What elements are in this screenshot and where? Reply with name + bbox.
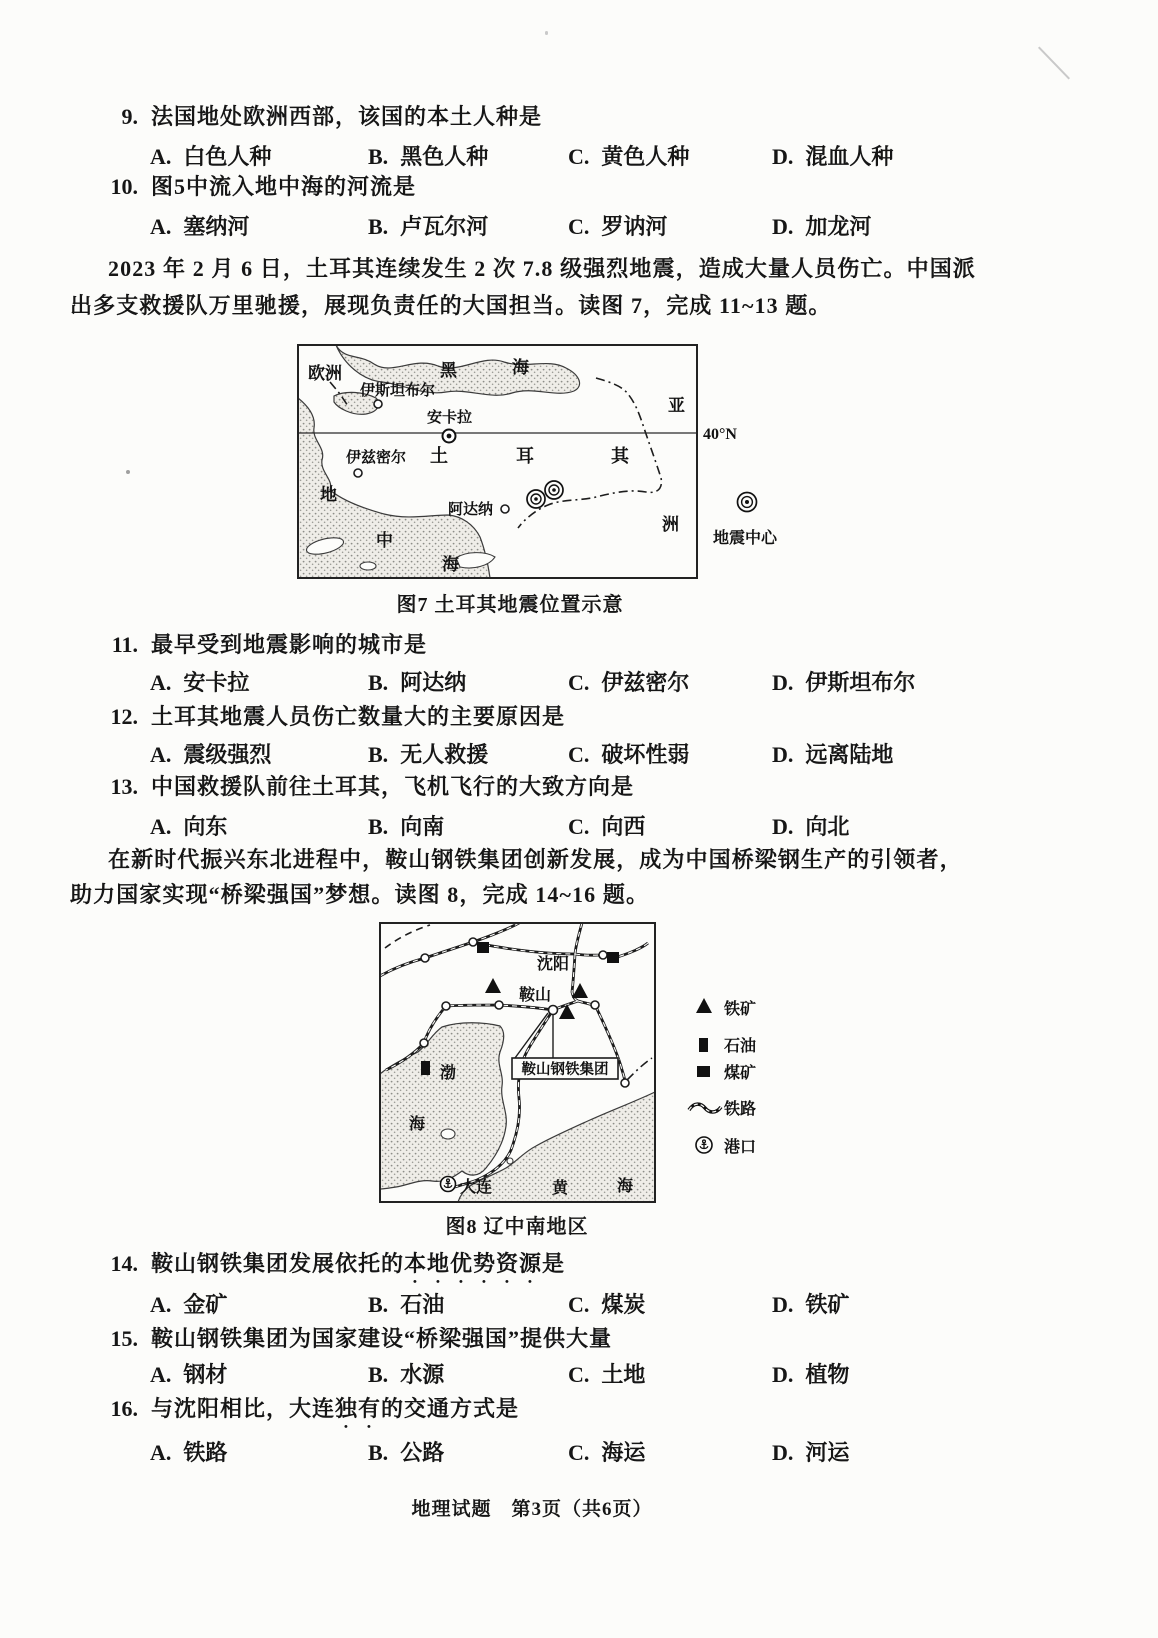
option-label: A. bbox=[150, 814, 172, 839]
option-label: A. bbox=[150, 1362, 172, 1387]
stem-text: 与沈阳相比，大连 bbox=[151, 1396, 336, 1421]
legend-railway-icon bbox=[689, 1104, 721, 1112]
label-shenyang: 沈阳 bbox=[537, 956, 570, 973]
figure7-turkey-earthquake-map bbox=[290, 338, 790, 588]
option-text: 黑色人种 bbox=[400, 144, 489, 169]
legend-coal-icon bbox=[697, 1066, 710, 1077]
label-bohai: 海 bbox=[409, 1116, 426, 1133]
scan-scratch bbox=[1038, 46, 1070, 79]
option-16-B bbox=[368, 1436, 444, 1467]
bohai-sea-area bbox=[380, 1023, 506, 1189]
options-row-12 bbox=[0, 738, 1158, 770]
option-14-D bbox=[772, 1288, 849, 1319]
option-14-C bbox=[568, 1288, 645, 1319]
option-9-D bbox=[772, 140, 893, 171]
option-label: C. bbox=[568, 214, 590, 239]
option-13-C bbox=[568, 810, 645, 841]
option-text: 混血人种 bbox=[805, 144, 894, 169]
option-15-B bbox=[368, 1358, 444, 1389]
legend-port-label: 港口 bbox=[724, 1139, 757, 1156]
option-15-C bbox=[568, 1358, 645, 1389]
option-12-A bbox=[150, 738, 271, 769]
option-label: D. bbox=[772, 214, 794, 239]
label-turkey: 其 bbox=[611, 446, 629, 466]
figure8-liaozhongnan-map bbox=[372, 912, 792, 1212]
option-text: 破坏性弱 bbox=[601, 742, 690, 767]
question-stem-11 bbox=[92, 628, 427, 669]
label-asia: 亚 bbox=[668, 396, 685, 415]
option-9-C bbox=[568, 140, 689, 171]
label-yellow-sea: 黄 bbox=[552, 1180, 569, 1197]
option-label: B. bbox=[368, 144, 389, 169]
label-istanbul: 伊斯坦布尔 bbox=[360, 383, 436, 399]
option-label: B. bbox=[368, 1440, 389, 1465]
dashed-border bbox=[385, 925, 430, 948]
iron-icon bbox=[485, 978, 501, 993]
option-label: A. bbox=[150, 670, 172, 695]
label-anshan-steel-group: 鞍山钢铁集团 bbox=[521, 1062, 609, 1078]
label-adana: 阿达纳 bbox=[448, 502, 494, 518]
stem-emphasis: 独有 bbox=[335, 1396, 382, 1421]
question-stem-9 bbox=[92, 100, 542, 141]
option-text: 向北 bbox=[805, 814, 850, 839]
option-10-C bbox=[568, 210, 667, 241]
option-text: 向东 bbox=[183, 814, 228, 839]
option-12-D bbox=[772, 738, 893, 769]
option-9-A bbox=[150, 140, 271, 171]
option-text: 震级强烈 bbox=[183, 742, 272, 767]
option-13-B bbox=[368, 810, 444, 841]
option-text: 伊斯坦布尔 bbox=[805, 670, 916, 695]
option-label: D. bbox=[772, 670, 794, 695]
option-15-D bbox=[772, 1358, 849, 1389]
legend-coal-label: 煤矿 bbox=[724, 1065, 757, 1082]
figure8-legend bbox=[689, 998, 756, 1156]
legend-port-icon bbox=[696, 1137, 712, 1153]
option-13-A bbox=[150, 810, 227, 841]
label-dalian: 大连 bbox=[460, 1179, 493, 1196]
option-10-A bbox=[150, 210, 249, 241]
label-anshan: 鞍山 bbox=[519, 987, 552, 1004]
stem-text: 图5中流入地中海的河流是 bbox=[151, 174, 417, 199]
oil-icon bbox=[421, 1061, 430, 1075]
option-12-C bbox=[568, 738, 689, 769]
stem-emphasis: 本地优势资源 bbox=[404, 1251, 543, 1276]
option-text: 钢材 bbox=[183, 1362, 228, 1387]
island bbox=[360, 562, 376, 570]
option-text: 黄色人种 bbox=[601, 144, 690, 169]
question-number: 13. bbox=[110, 774, 138, 799]
legend-iron-icon bbox=[696, 998, 712, 1013]
label-mediterranean: 中 bbox=[376, 531, 393, 550]
label-mediterranean: 海 bbox=[442, 555, 459, 574]
stem-text: 鞍山钢铁集团发展依托的 bbox=[151, 1251, 405, 1276]
option-11-C bbox=[568, 666, 689, 697]
label-turkey: 土 bbox=[430, 446, 448, 466]
option-16-C bbox=[568, 1436, 645, 1467]
option-text: 加龙河 bbox=[805, 214, 872, 239]
option-11-B bbox=[368, 666, 466, 697]
coal-icon bbox=[477, 942, 489, 953]
stem-text: 最早受到地震影响的城市是 bbox=[151, 632, 428, 657]
option-14-B bbox=[368, 1288, 444, 1319]
port-marker-dalian bbox=[441, 1177, 456, 1192]
passage-2-line-1: 在新时代振兴东北进程中，鞍山钢铁集团创新发展，成为中国桥梁钢生产的引领者， bbox=[108, 847, 963, 872]
page-footer: 地理试题 第3页（共6页） bbox=[411, 1499, 653, 1520]
epicenter-icon bbox=[545, 481, 563, 499]
scan-speck bbox=[126, 470, 130, 474]
option-label: B. bbox=[368, 814, 389, 839]
question-number: 15. bbox=[110, 1326, 138, 1351]
option-11-A bbox=[150, 666, 249, 697]
option-label: C. bbox=[568, 670, 590, 695]
passage-1-line-1: 2023 年 2 月 6 日，土耳其连续发生 2 次 7.8 级强烈地震，造成大量人员伤亡。中国派 bbox=[108, 256, 976, 281]
option-16-D bbox=[772, 1436, 849, 1467]
stem-text: 中国救援队前往土耳其，飞机飞行的大致方向是 bbox=[151, 774, 635, 799]
option-text: 无人救援 bbox=[400, 742, 489, 767]
label-black-sea: 黑 bbox=[440, 361, 457, 380]
turkey-east-border bbox=[518, 378, 661, 528]
epicenter-icon bbox=[527, 490, 545, 508]
option-text: 向南 bbox=[400, 814, 445, 839]
option-text: 水源 bbox=[400, 1362, 445, 1387]
capital-marker-ankara bbox=[443, 430, 456, 443]
label-europe: 欧洲 bbox=[308, 364, 342, 383]
legend-epicenter-label: 地震中心 bbox=[713, 530, 778, 547]
option-text: 公路 bbox=[400, 1440, 445, 1465]
legend-epicenter-icon bbox=[738, 493, 757, 512]
option-label: D. bbox=[772, 1440, 794, 1465]
label-turkey: 耳 bbox=[516, 446, 534, 466]
option-label: C. bbox=[568, 742, 590, 767]
question-number: 11. bbox=[111, 632, 138, 657]
options-row-16 bbox=[0, 1436, 1158, 1468]
option-text: 远离陆地 bbox=[805, 742, 894, 767]
option-text: 安卡拉 bbox=[183, 670, 250, 695]
yalu-border bbox=[627, 1058, 652, 1080]
option-text: 植物 bbox=[805, 1362, 850, 1387]
option-label: B. bbox=[368, 1292, 389, 1317]
label-asia: 洲 bbox=[662, 515, 679, 534]
option-15-A bbox=[150, 1358, 227, 1389]
cyprus-island bbox=[456, 553, 495, 568]
legend-railway-label: 铁路 bbox=[724, 1101, 757, 1118]
city-marker-istanbul bbox=[374, 400, 382, 408]
option-text: 塞纳河 bbox=[183, 214, 250, 239]
option-label: C. bbox=[568, 144, 590, 169]
question-stem-16 bbox=[92, 1392, 519, 1433]
option-12-B bbox=[368, 738, 488, 769]
question-stem-12 bbox=[92, 700, 565, 741]
stem-text: 法国地处欧洲西部，该国的本土人种是 bbox=[151, 104, 543, 129]
option-text: 土地 bbox=[601, 1362, 646, 1387]
option-16-A bbox=[150, 1436, 227, 1467]
option-label: D. bbox=[772, 1292, 794, 1317]
question-stem-14 bbox=[92, 1247, 565, 1288]
option-label: A. bbox=[150, 1440, 172, 1465]
small-island bbox=[507, 1158, 513, 1164]
option-label: D. bbox=[772, 742, 794, 767]
option-text: 石油 bbox=[400, 1292, 445, 1317]
label-izmir: 伊兹密尔 bbox=[346, 450, 407, 466]
options-row-9 bbox=[0, 140, 1158, 172]
options-row-10 bbox=[0, 210, 1158, 242]
label-ankara: 安卡拉 bbox=[427, 410, 473, 426]
option-text: 罗讷河 bbox=[601, 214, 668, 239]
option-text: 铁矿 bbox=[805, 1292, 850, 1317]
stem-text: 的交通方式是 bbox=[381, 1396, 520, 1421]
figure8-caption: 图8 辽中南地区 bbox=[445, 1216, 589, 1238]
option-10-B bbox=[368, 210, 488, 241]
options-row-14 bbox=[0, 1288, 1158, 1320]
question-stem-13 bbox=[92, 770, 634, 811]
option-text: 金矿 bbox=[183, 1292, 228, 1317]
option-label: B. bbox=[368, 214, 389, 239]
option-label: A. bbox=[150, 742, 172, 767]
question-number: 14. bbox=[110, 1251, 138, 1276]
options-row-11 bbox=[0, 666, 1158, 698]
option-text: 伊兹密尔 bbox=[601, 670, 690, 695]
option-10-D bbox=[772, 210, 871, 241]
leader-line bbox=[515, 1013, 548, 1058]
passage-1-line-2: 出多支救援队万里驰援，展现负责任的大国担当。读图 7，完成 11~13 题。 bbox=[70, 293, 832, 318]
option-label: B. bbox=[368, 670, 389, 695]
passage-2-line-2: 助力国家实现“桥梁强国”梦想。读图 8，完成 14~16 题。 bbox=[70, 882, 650, 907]
option-text: 河运 bbox=[805, 1440, 850, 1465]
city-marker-adana bbox=[501, 505, 509, 513]
coastal-inlet bbox=[441, 1129, 455, 1139]
option-label: D. bbox=[772, 814, 794, 839]
question-number: 10. bbox=[110, 174, 138, 199]
label-bohai: 渤 bbox=[440, 1065, 457, 1082]
option-label: A. bbox=[150, 1292, 172, 1317]
option-label: D. bbox=[772, 1362, 794, 1387]
option-label: C. bbox=[568, 1440, 590, 1465]
legend-oil-icon bbox=[699, 1038, 708, 1052]
stem-text: 是 bbox=[542, 1251, 566, 1276]
option-text: 煤炭 bbox=[601, 1292, 646, 1317]
question-number: 12. bbox=[110, 704, 138, 729]
option-label: C. bbox=[568, 1292, 590, 1317]
city-marker-izmir bbox=[354, 469, 362, 477]
option-text: 铁路 bbox=[183, 1440, 228, 1465]
question-stem-15 bbox=[92, 1322, 612, 1363]
option-label: A. bbox=[150, 144, 172, 169]
scan-speck bbox=[545, 31, 548, 35]
legend-iron-label: 铁矿 bbox=[724, 1001, 757, 1018]
option-text: 海运 bbox=[601, 1440, 646, 1465]
figure7-caption: 图7 土耳其地震位置示意 bbox=[396, 594, 624, 616]
option-label: B. bbox=[368, 742, 389, 767]
options-row-13 bbox=[0, 810, 1158, 842]
option-text: 向西 bbox=[601, 814, 646, 839]
option-label: C. bbox=[568, 1362, 590, 1387]
option-9-B bbox=[368, 140, 488, 171]
question-number: 16. bbox=[110, 1396, 138, 1421]
label-black-sea: 海 bbox=[512, 358, 529, 377]
option-text: 白色人种 bbox=[183, 144, 272, 169]
option-text: 阿达纳 bbox=[400, 670, 467, 695]
options-row-15 bbox=[0, 1358, 1158, 1390]
stem-text: 鞍山钢铁集团为国家建设“桥梁强国”提供大量 bbox=[151, 1326, 613, 1351]
iron-icon bbox=[572, 983, 588, 998]
question-stem-10 bbox=[92, 170, 416, 211]
option-label: A. bbox=[150, 214, 172, 239]
question-number: 9. bbox=[121, 104, 138, 129]
option-text: 卢瓦尔河 bbox=[400, 214, 489, 239]
option-14-A bbox=[150, 1288, 227, 1319]
label-yellow-sea: 海 bbox=[617, 1178, 634, 1195]
coal-icon bbox=[607, 952, 619, 963]
option-label: D. bbox=[772, 144, 794, 169]
stem-text: 土耳其地震人员伤亡数量大的主要原因是 bbox=[151, 704, 566, 729]
option-label: C. bbox=[568, 814, 590, 839]
label-latitude-40N: 40°N bbox=[703, 426, 737, 443]
option-13-D bbox=[772, 810, 849, 841]
option-11-D bbox=[772, 666, 915, 697]
legend-oil-label: 石油 bbox=[724, 1038, 757, 1055]
label-mediterranean: 地 bbox=[320, 485, 337, 504]
option-label: B. bbox=[368, 1362, 389, 1387]
